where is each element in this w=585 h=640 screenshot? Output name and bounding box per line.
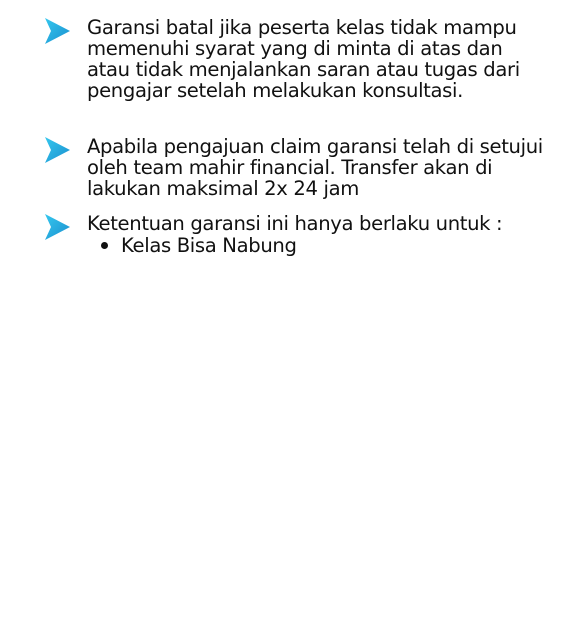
list-item-text: Garansi batal jika peserta kelas tidak mampu memenuhi syarat yang di minta di atas dan atau tidak menjalankan saran atau tugas dari pengajar setelah melakukan konsultasi.	[87, 16, 520, 102]
chevron-arrow-icon	[42, 16, 72, 46]
bullet-icon	[101, 242, 108, 249]
sub-list-item	[80, 235, 297, 256]
eligible-classes-list	[80, 235, 297, 256]
chevron-arrow-icon	[42, 135, 72, 165]
list-item-text: Apabila pengajuan claim garansi telah di setujui oleh team mahir financial. Transfer akan di lakukan maksimal 2x 24 jam	[87, 135, 543, 200]
list-item-text: Ketentuan garansi ini hanya berlaku untuk :	[87, 212, 503, 235]
sub-list-item-text: Kelas Bisa Nabung	[121, 234, 297, 257]
chevron-arrow-icon	[42, 212, 72, 242]
